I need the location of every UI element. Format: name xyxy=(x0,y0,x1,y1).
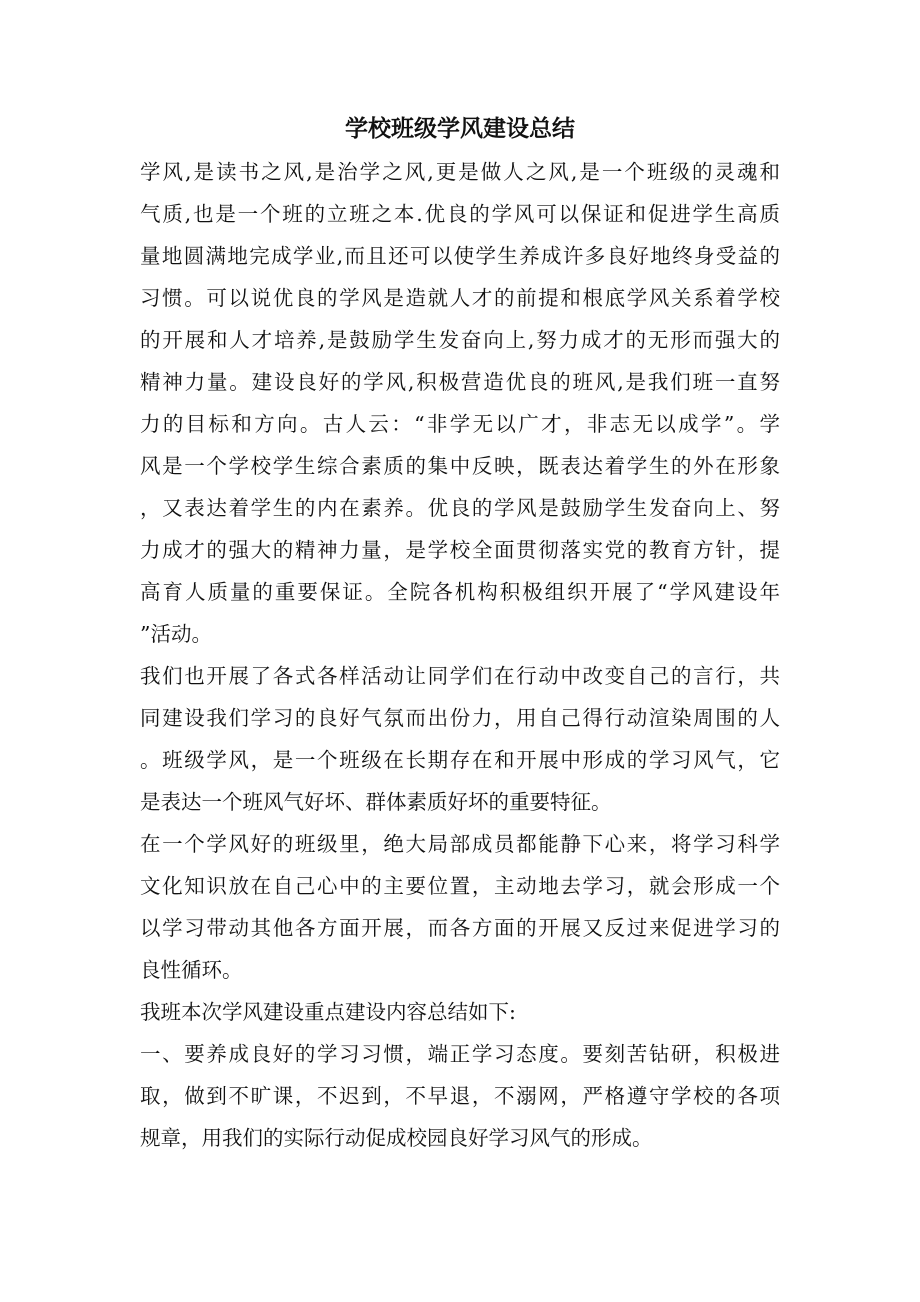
text-line: 我们也开展了各式各样活动让同学们在行动中改变自己的言行，共 xyxy=(140,664,780,688)
text-line: 量地圆满地完成学业,而且还可以使学生养成许多良好地终身受益的 xyxy=(140,244,780,268)
text-line: 学风,是读书之风,是治学之风,更是做人之风,是一个班级的灵魂和 xyxy=(140,160,780,184)
text-line: 气质,也是一个班的立班之本.优良的学风可以保证和促进学生高质 xyxy=(140,202,780,226)
text-line: 。班级学风，是一个班级在长期存在和开展中形成的学习风气，它 xyxy=(140,748,780,772)
text-line: 一、要养成良好的学习习惯，端正学习态度。要刻苦钻研，积极进 xyxy=(140,1042,780,1066)
text-line: 的开展和人才培养,是鼓励学生发奋向上,努力成才的无形而强大的 xyxy=(140,328,780,352)
text-line: 同建设我们学习的良好气氛而出份力，用自己得行动渲染周围的人 xyxy=(140,706,780,730)
text-line: 力的目标和方向。古人云：“非学无以广才，非志无以成学”。学 xyxy=(140,412,780,436)
text-line: 以学习带动其他各方面开展，而各方面的开展又反过来促进学习的 xyxy=(140,916,780,940)
text-line: 我班本次学风建设重点建设内容总结如下: xyxy=(140,1000,516,1024)
text-line: 力成才的强大的精神力量，是学校全面贯彻落实党的教育方针，提 xyxy=(140,538,780,562)
document-title: 学校班级学风建设总结 xyxy=(345,115,575,142)
text-line: 精神力量。建设良好的学风,积极营造优良的班风,是我们班一直努 xyxy=(140,370,780,394)
text-line: 取，做到不旷课，不迟到，不早退，不溺网，严格遵守学校的各项 xyxy=(140,1084,780,1108)
text-line: 高育人质量的重要保证。全院各机构积极组织开展了“学风建设年 xyxy=(140,580,780,604)
text-line: 是表达一个班风气好坏、群体素质好坏的重要特征。 xyxy=(140,790,612,814)
text-line: 习惯。可以说优良的学风是造就人才的前提和根底学风关系着学校 xyxy=(140,286,780,310)
text-line: 风是一个学校学生综合素质的集中反映，既表达着学生的外在形象 xyxy=(140,454,780,478)
text-line: 在一个学风好的班级里，绝大局部成员都能静下心来，将学习科学 xyxy=(140,832,780,856)
text-line: ”活动。 xyxy=(140,622,212,646)
text-line: ，又表达着学生的内在素养。优良的学风是鼓励学生发奋向上、努 xyxy=(140,496,780,520)
text-line: 文化知识放在自己心中的主要位置，主动地去学习，就会形成一个 xyxy=(140,874,780,898)
text-line: 良性循环。 xyxy=(140,958,243,982)
text-line: 规章，用我们的实际行动促成校园良好学习风气的形成。 xyxy=(140,1126,653,1150)
